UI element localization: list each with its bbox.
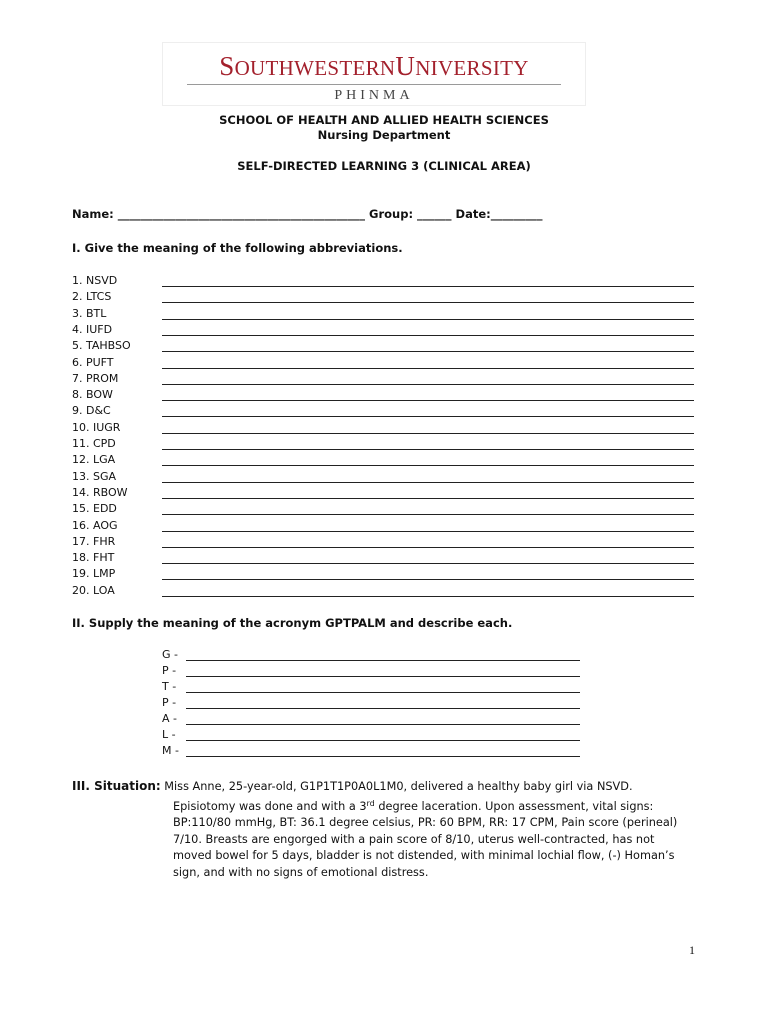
- abbreviation-label: 19. LMP: [72, 567, 116, 581]
- answer-blank[interactable]: [162, 286, 694, 287]
- abbreviation-label: 3. BTL: [72, 306, 107, 320]
- answer-blank[interactable]: [162, 498, 694, 499]
- gptpalm-row: [162, 728, 580, 744]
- answer-blank[interactable]: [186, 756, 580, 757]
- abbreviation-row: [72, 356, 694, 372]
- situation-paragraph: III. Situation: Miss Anne, 25-year-old, G1P1T1P0A0L1M0, delivered a healthy baby girl via NSVD. Episiotomy was done and with a 3rd degree laceration. Upon assessment, vital signs: BP:110/80 mmHg, BT: 36.1 degree celsius, PR: 60 BPM, RR: 17 CPM, Pain score (perineal) 7/10. Breasts are engorged with a pain score of 8/10, uterus well-contracted, has not moved bowel for 5 days, bladder is not distended, with minimal lochial flow, (-) Homan’s sign, and with no signs of emotional distress.: [72, 779, 678, 879]
- abbreviation-label: 20. LOA: [72, 583, 115, 597]
- situation-heading: III. Situation:: [72, 779, 161, 793]
- answer-blank[interactable]: [162, 416, 694, 417]
- abbreviation-row: [72, 274, 694, 290]
- page-number: 1: [689, 943, 695, 957]
- gptpalm-row: [162, 712, 580, 728]
- answer-blank[interactable]: [162, 514, 694, 515]
- abbreviation-row: [72, 339, 694, 355]
- abbreviation-label: 12. LGA: [72, 453, 116, 467]
- abbreviation-row: [72, 584, 694, 600]
- department-name: Nursing Department: [317, 128, 451, 142]
- abbreviation-row: [72, 551, 694, 567]
- abbreviation-row: [72, 388, 694, 404]
- answer-blank[interactable]: [162, 563, 694, 564]
- logo-subtitle: PHINMA: [334, 88, 414, 103]
- abbreviation-label: 18. FHT: [72, 551, 115, 565]
- answer-blank[interactable]: [162, 531, 694, 532]
- gptpalm-letter: P -: [162, 696, 177, 709]
- abbreviation-label: 2. LTCS: [72, 290, 112, 304]
- abbreviation-row: [72, 470, 694, 486]
- gptpalm-letter: L -: [162, 728, 176, 741]
- abbreviation-label: 7. PROM: [72, 371, 119, 385]
- abbreviation-label: 4. IUFD: [72, 322, 113, 336]
- answer-blank[interactable]: [162, 465, 694, 466]
- gptpalm-row: [162, 696, 580, 712]
- document-title: SELF-DIRECTED LEARNING 3 (CLINICAL AREA): [237, 159, 531, 173]
- abbreviation-row: [72, 502, 694, 518]
- abbreviation-label: 16. AOG: [72, 518, 118, 532]
- abbreviation-label: 6. PUFT: [72, 355, 114, 369]
- abbreviation-row: [72, 307, 694, 323]
- abbreviation-row: [72, 535, 694, 551]
- abbreviation-label: 9. D&C: [72, 404, 111, 418]
- answer-blank[interactable]: [162, 579, 694, 580]
- abbreviation-row: [72, 486, 694, 502]
- abbreviation-row: [72, 323, 694, 339]
- abbreviation-row: [72, 290, 694, 306]
- abbreviation-row: [72, 567, 694, 583]
- logo-divider: [187, 84, 561, 85]
- answer-blank[interactable]: [186, 692, 580, 693]
- abbreviation-label: 14. RBOW: [72, 485, 128, 499]
- abbreviation-row: [72, 421, 694, 437]
- abbreviation-label: 17. FHR: [72, 534, 116, 548]
- section-1-title: I. Give the meaning of the following abbreviations.: [72, 241, 403, 255]
- answer-blank[interactable]: [186, 724, 580, 725]
- gptpalm-letter: M -: [162, 744, 179, 757]
- gptpalm-row: [162, 648, 580, 664]
- answer-blank[interactable]: [162, 319, 694, 320]
- gptpalm-letter: T -: [162, 680, 177, 693]
- answer-blank[interactable]: [162, 302, 694, 303]
- abbreviation-row: [72, 453, 694, 469]
- gptpalm-row: [162, 744, 580, 760]
- answer-blank[interactable]: [186, 676, 580, 677]
- gptpalm-row: [162, 664, 580, 680]
- abbreviation-label: 15. EDD: [72, 502, 117, 516]
- abbreviation-row: [72, 437, 694, 453]
- abbreviation-row: [72, 372, 694, 388]
- answer-blank[interactable]: [162, 400, 694, 401]
- gptpalm-letter: G -: [162, 648, 178, 661]
- answer-blank[interactable]: [186, 708, 580, 709]
- gptpalm-row: [162, 680, 580, 696]
- abbreviation-label: 5. TAHBSO: [72, 339, 131, 353]
- abbreviation-label: 10. IUGR: [72, 420, 121, 434]
- answer-blank[interactable]: [162, 368, 694, 369]
- gptpalm-letter: P -: [162, 664, 177, 677]
- answer-blank[interactable]: [162, 384, 694, 385]
- abbreviation-label: 8. BOW: [72, 388, 113, 402]
- answer-blank[interactable]: [162, 335, 694, 336]
- school-name: SCHOOL OF HEALTH AND ALLIED HEALTH SCIENCES: [219, 113, 549, 127]
- university-logo: [162, 42, 586, 106]
- gptpalm-letter: A -: [162, 712, 177, 725]
- answer-blank[interactable]: [162, 482, 694, 483]
- name-group-date-line[interactable]: Name: ___________________________________________ Group: ______ Date:_________: [72, 207, 543, 221]
- answer-blank[interactable]: [186, 740, 580, 741]
- answer-blank[interactable]: [186, 660, 580, 661]
- section-2-title: II. Supply the meaning of the acronym GPTPALM and describe each.: [72, 616, 513, 630]
- answer-blank[interactable]: [162, 547, 694, 548]
- abbreviation-row: [72, 519, 694, 535]
- answer-blank[interactable]: [162, 449, 694, 450]
- abbreviation-row: [72, 404, 694, 420]
- answer-blank[interactable]: [162, 433, 694, 434]
- abbreviation-label: 11. CPD: [72, 437, 116, 450]
- logo-wordmark: SOUTHWESTERNUNIVERSITY: [219, 51, 529, 81]
- abbreviation-label: 1. NSVD: [72, 274, 118, 287]
- abbreviation-label: 13. SGA: [72, 469, 117, 483]
- answer-blank[interactable]: [162, 596, 694, 597]
- answer-blank[interactable]: [162, 351, 694, 352]
